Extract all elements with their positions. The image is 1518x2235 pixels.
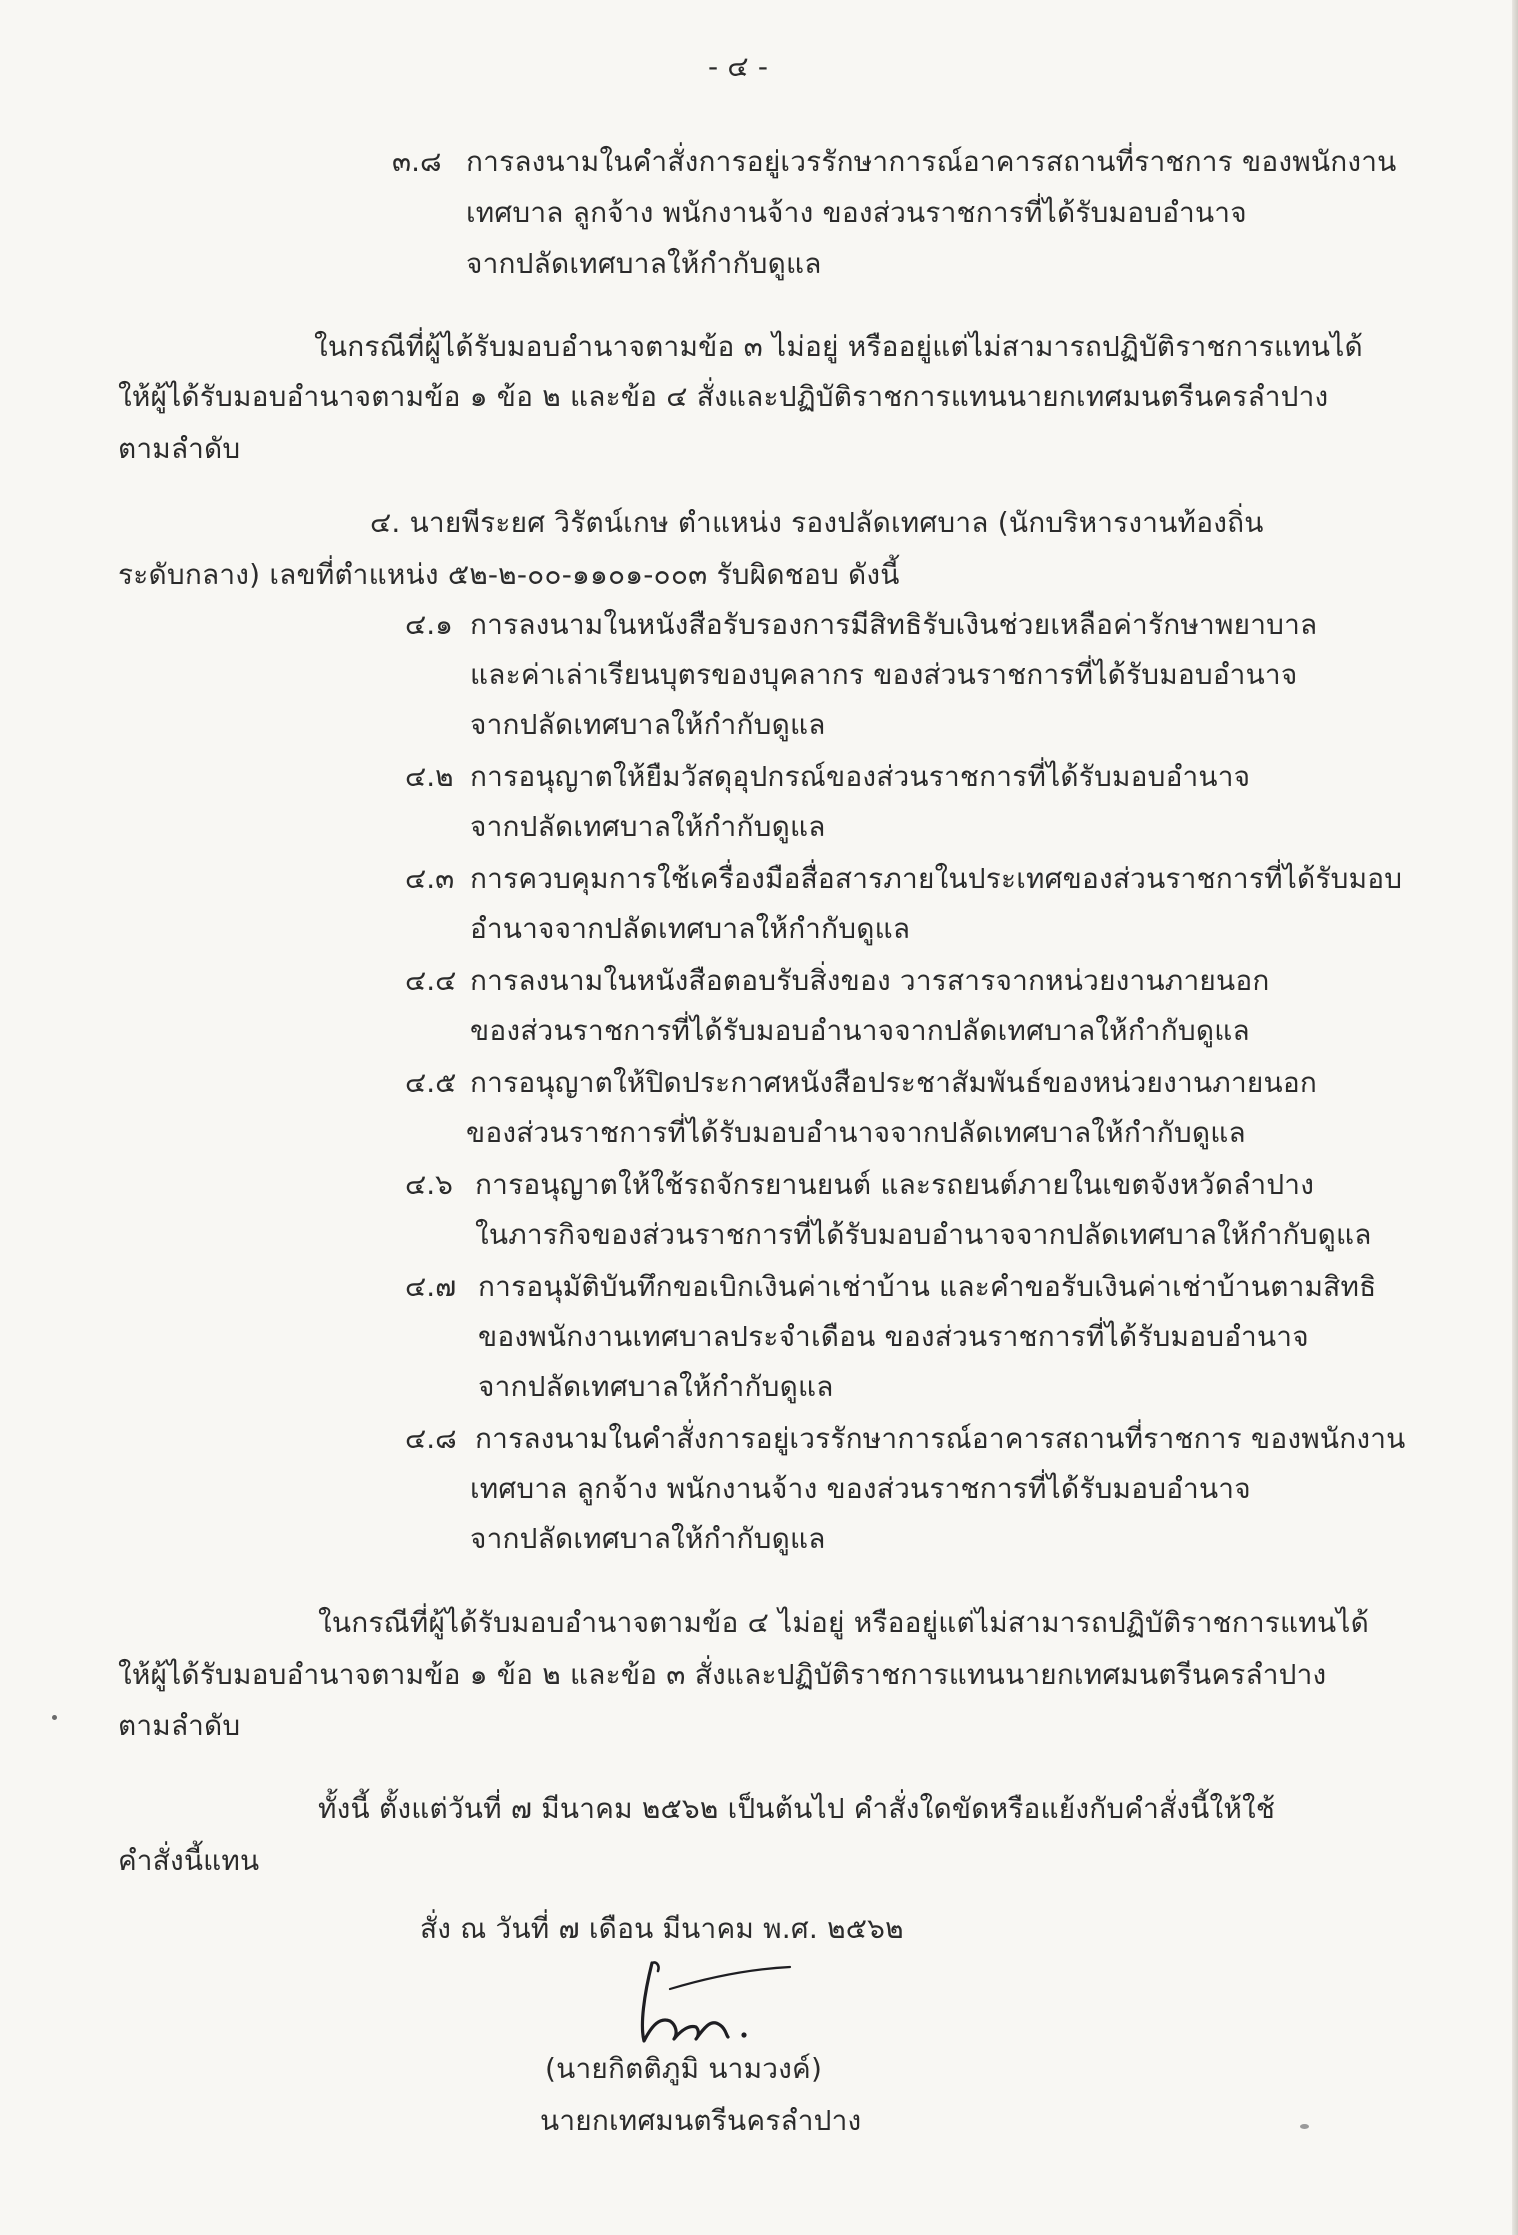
item-line: ของส่วนราชการที่ได้รับมอบอำนาจจากปลัดเทศบาลให้กำกับดูแล [470,1014,1250,1047]
scan-edge [1512,0,1518,2235]
item-line: ในภารกิจของส่วนราชการที่ได้รับมอบอำนาจจากปลัดเทศบาลให้กำกับดูแล [475,1218,1372,1251]
item-number: ๔.๕ [405,1066,457,1099]
item-line: การอนุมัติบันทึกขอเบิกเงินค่าเช่าบ้าน และคำขอรับเงินค่าเช่าบ้านตามสิทธิ [478,1270,1377,1303]
paragraph-line: ในกรณีที่ผู้ได้รับมอบอำนาจตามข้อ ๔ ไม่อยู่ หรืออยู่แต่ไม่สามารถปฏิบัติราชการแทนได้ [318,1606,1369,1639]
item-line: การลงนามในคำสั่งการอยู่เวรรักษาการณ์อาคารสถานที่ราชการ ของพนักงาน [466,145,1397,178]
signature [630,1955,800,2045]
section-heading-line: ระดับกลาง) เลขที่ตำแหน่ง ๕๒-๒-๐๐-๑๑๐๑-๐๐๓ รับผิดชอบ ดังนี้ [118,558,900,591]
effective-line: คำสั่งนี้แทน [118,1844,260,1877]
item-line: จากปลัดเทศบาลให้กำกับดูแล [470,810,826,843]
item-line: ของพนักงานเทศบาลประจำเดือน ของส่วนราชการที่ได้รับมอบอำนาจ [478,1320,1309,1353]
paragraph-line: ให้ผู้ได้รับมอบอำนาจตามข้อ ๑ ข้อ ๒ และข้อ ๓ สั่งและปฏิบัติราชการแทนนายกเทศมนตรีนครลำปาง [118,1658,1327,1691]
item-line: จากปลัดเทศบาลให้กำกับดูแล [470,708,826,741]
signer-title: นายกเทศมนตรีนครลำปาง [540,2104,862,2137]
item-line: การลงนามในหนังสือรับรองการมีสิทธิรับเงินช่วยเหลือค่ารักษาพยาบาล [470,608,1318,641]
item-line: เทศบาล ลูกจ้าง พนักงานจ้าง ของส่วนราชการที่ได้รับมอบอำนาจ [470,1472,1251,1505]
item-number: ๔.๖ [405,1168,453,1201]
paragraph-line: ในกรณีที่ผู้ได้รับมอบอำนาจตามข้อ ๓ ไม่อยู่ หรืออยู่แต่ไม่สามารถปฏิบัติราชการแทนได้ [314,330,1363,363]
item-number: ๔.๒ [405,760,454,793]
effective-line: ทั้งนี้ ตั้งแต่วันที่ ๗ มีนาคม ๒๕๖๒ เป็นต้นไป คำสั่งใดขัดหรือแย้งกับคำสั่งนี้ให้ใช้ [318,1792,1276,1825]
scan-speck [52,1715,57,1720]
order-date: สั่ง ณ วันที่ ๗ เดือน มีนาคม พ.ศ. ๒๕๖๒ [420,1912,904,1945]
page-number: - ๔ - [708,50,769,83]
paragraph-line: ตามลำดับ [118,1709,241,1742]
item-line: จากปลัดเทศบาลให้กำกับดูแล [466,247,822,280]
paragraph-line: ตามลำดับ [118,432,241,465]
item-line: การอนุญาตให้ใช้รถจักรยานยนต์ และรถยนต์ภายในเขตจังหวัดลำปาง [475,1168,1315,1201]
item-line: จากปลัดเทศบาลให้กำกับดูแล [478,1370,834,1403]
item-line: การลงนามในคำสั่งการอยู่เวรรักษาการณ์อาคารสถานที่ราชการ ของพนักงาน [475,1422,1406,1455]
paragraph-line: ให้ผู้ได้รับมอบอำนาจตามข้อ ๑ ข้อ ๒ และข้อ ๔ สั่งและปฏิบัติราชการแทนนายกเทศมนตรีนครลำปาง [118,380,1329,413]
item-number: ๔.๑ [405,608,453,641]
item-line: การอนุญาตให้ยืมวัสดุอุปกรณ์ของส่วนราชการที่ได้รับมอบอำนาจ [470,760,1251,793]
signer-name: (นายกิตติภูมิ นามวงค์) [545,2052,823,2085]
section-heading-line: ๔. นายพีระยศ วิรัตน์เกษ ตำแหน่ง รองปลัดเทศบาล (นักบริหารงานท้องถิ่น [370,506,1264,539]
item-line: ของส่วนราชการที่ได้รับมอบอำนาจจากปลัดเทศบาลให้กำกับดูแล [466,1116,1246,1149]
item-line: อำนาจจากปลัดเทศบาลให้กำกับดูแล [470,912,911,945]
scan-speck [1300,2124,1309,2129]
item-line: เทศบาล ลูกจ้าง พนักงานจ้าง ของส่วนราชการที่ได้รับมอบอำนาจ [466,196,1247,229]
item-number: ๔.๘ [405,1422,457,1455]
item-number: ๔.๓ [405,862,455,895]
item-number: ๔.๗ [405,1270,457,1303]
item-line: การอนุญาตให้ปิดประกาศหนังสือประชาสัมพันธ์ของหน่วยงานภายนอก [470,1066,1317,1099]
item-line: การควบคุมการใช้เครื่องมือสื่อสารภายในประเทศของส่วนราชการที่ได้รับมอบ [470,862,1403,895]
item-number: ๓.๘ [392,145,442,178]
item-line: จากปลัดเทศบาลให้กำกับดูแล [470,1522,826,1555]
item-line: และค่าเล่าเรียนบุตรของบุคลากร ของส่วนราชการที่ได้รับมอบอำนาจ [470,658,1298,691]
item-number: ๔.๔ [405,964,457,997]
item-line: การลงนามในหนังสือตอบรับสิ่งของ วารสารจากหน่วยงานภายนอก [470,964,1270,997]
